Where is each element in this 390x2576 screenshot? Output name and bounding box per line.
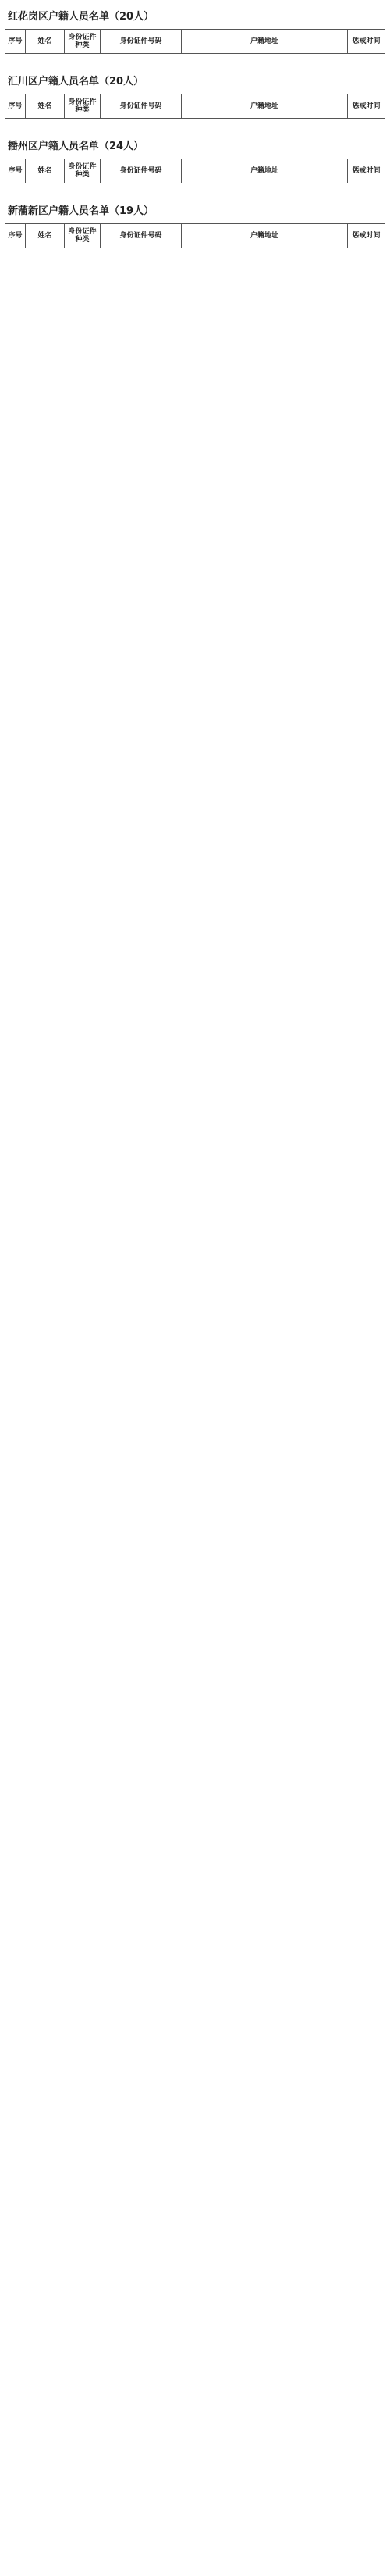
header-doc-type: 身份证件种类 — [65, 30, 101, 54]
personnel-table — [5, 29, 385, 54]
header-name: 姓名 — [26, 224, 65, 248]
header-address: 户籍地址 — [182, 30, 348, 54]
header-seq: 序号 — [5, 224, 26, 248]
header-doc-type: 身份证件种类 — [65, 224, 101, 248]
district-section — [5, 65, 385, 119]
header-address: 户籍地址 — [182, 159, 348, 183]
header-duration: 惩戒时间 — [348, 30, 385, 54]
header-name: 姓名 — [26, 159, 65, 183]
header-duration: 惩戒时间 — [348, 224, 385, 248]
district-section — [5, 0, 385, 54]
section-title: 汇川区户籍人员名单（20人） — [8, 76, 144, 87]
personnel-table — [5, 94, 385, 119]
section-title: 新蒲新区户籍人员名单（19人） — [8, 205, 154, 217]
header-id-number: 身份证件号码 — [101, 224, 182, 248]
header-doc-type: 身份证件种类 — [65, 94, 101, 119]
header-doc-type: 身份证件种类 — [65, 159, 101, 183]
header-seq: 序号 — [5, 159, 26, 183]
table-header-row — [5, 159, 385, 183]
header-name: 姓名 — [26, 30, 65, 54]
table-header-row — [5, 94, 385, 119]
district-section — [5, 130, 385, 183]
personnel-table — [5, 159, 385, 183]
header-id-number: 身份证件号码 — [101, 94, 182, 119]
header-duration: 惩戒时间 — [348, 159, 385, 183]
header-seq: 序号 — [5, 30, 26, 54]
personnel-table — [5, 223, 385, 248]
header-id-number: 身份证件号码 — [101, 159, 182, 183]
district-section — [5, 194, 385, 248]
sections-container — [5, 0, 385, 248]
header-address: 户籍地址 — [182, 94, 348, 119]
header-address: 户籍地址 — [182, 224, 348, 248]
section-title: 播州区户籍人员名单（24人） — [8, 141, 144, 152]
header-duration: 惩戒时间 — [348, 94, 385, 119]
table-header-row — [5, 224, 385, 248]
section-title: 红花岗区户籍人员名单（20人） — [8, 11, 154, 23]
header-name: 姓名 — [26, 94, 65, 119]
table-header-row — [5, 30, 385, 54]
document-page — [0, 0, 390, 248]
header-seq: 序号 — [5, 94, 26, 119]
header-id-number: 身份证件号码 — [101, 30, 182, 54]
